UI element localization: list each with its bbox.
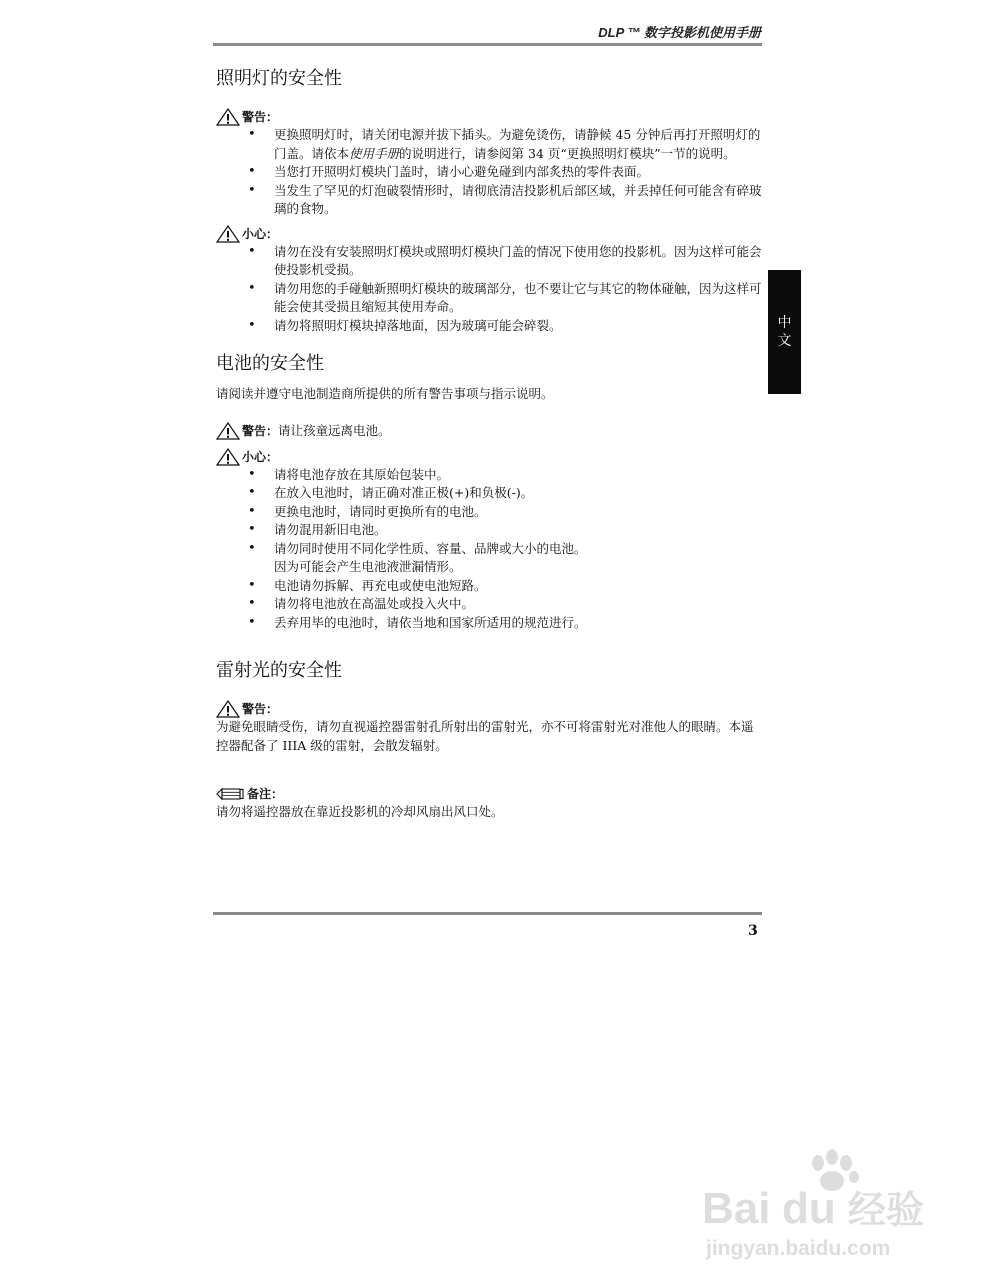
list-item: • 请勿用您的手碰触新照明灯模块的玻璃部分，也不要让它与其它的物体碰触，因为这样可能会使其受损且缩短其使用寿命。 xyxy=(274,280,764,317)
watermark-brand-b: du xyxy=(782,1184,836,1233)
list-item: • 在放入电池时，请正确对准正极(+)和负极(-)。 xyxy=(274,484,764,503)
header-title: DLP ™ 数字投影机使用手册 xyxy=(598,25,761,40)
list-item: • 请勿同时使用不同化学性质、容量、品牌或大小的电池。 因为可能会产生电池液泄漏情形。 xyxy=(274,540,764,577)
laser-note-heading xyxy=(216,785,764,803)
lamp-caution-list xyxy=(216,243,764,336)
watermark-brand-a: Bai xyxy=(702,1184,771,1233)
language-side-tab xyxy=(768,270,801,394)
laser-note-label: 备注： xyxy=(247,787,284,801)
list-item: • 当您打开照明灯模块门盖时，请小心避免碰到内部炙热的零件表面。 xyxy=(274,163,764,182)
lamp-caution-label: 小心： xyxy=(242,226,279,241)
list-item: • 电池请勿拆解、再充电或使电池短路。 xyxy=(274,577,764,596)
warning-triangle-icon xyxy=(216,422,240,440)
laser-warning-text: 为避免眼睛受伤，请勿直视遥控器雷射孔所射出的雷射光，亦不可将雷射光对准他人的眼睛。本遥控器配备了 IIIA 级的雷射，会散发辐射。 xyxy=(216,719,754,753)
list-item: • 更换照明灯时，请关闭电源并拔下插头。为避免烫伤，请静候 45 分钟后再打开照明灯的门盖。请依本使用手册的说明进行，请参阅第 34 页“更换照明灯模块”一节的说明。 xyxy=(274,126,764,163)
battery-section-title: 电池的安全性 xyxy=(216,353,324,374)
warning-triangle-icon xyxy=(216,448,240,466)
laser-warning-heading xyxy=(216,700,764,718)
lamp-section-title: 照明灯的安全性 xyxy=(216,68,342,89)
page-content xyxy=(216,66,764,822)
watermark-brand-c: 经验 xyxy=(848,1190,925,1232)
side-tab-char-1: 中 xyxy=(777,315,792,331)
list-item: • 更换电池时，请同时更换所有的电池。 xyxy=(274,503,764,522)
battery-warning-text: 请让孩童远离电池。 xyxy=(278,422,391,438)
watermark-url: jingyan.baidu.com xyxy=(706,1237,891,1260)
pencil-note-icon xyxy=(216,787,244,801)
laser-note-text: 请勿将遥控器放在靠近投影机的冷却风扇出风口处。 xyxy=(216,804,504,819)
warning-triangle-icon xyxy=(216,225,240,243)
list-item: • 丢弃用毕的电池时，请依当地和国家所适用的规范进行。 xyxy=(274,614,764,633)
side-tab-char-2: 文 xyxy=(777,333,792,349)
lamp-warning-list xyxy=(216,126,764,219)
lamp-warning-heading xyxy=(216,108,764,126)
battery-intro: 请阅读并遵守电池制造商所提供的所有警告事项与指示说明。 xyxy=(216,386,554,401)
footer-rule xyxy=(213,912,762,915)
header-rule xyxy=(213,43,762,46)
battery-caution-list xyxy=(216,466,764,633)
battery-warning xyxy=(216,422,764,440)
lamp-caution-heading xyxy=(216,225,764,243)
page-number: 3 xyxy=(748,923,758,939)
battery-warning-label: 警告： xyxy=(242,423,279,438)
list-item: • 请将电池存放在其原始包装中。 xyxy=(274,466,764,485)
laser-section-title: 雷射光的安全性 xyxy=(216,660,342,681)
lamp-warning-label: 警告： xyxy=(242,110,279,124)
warning-triangle-icon xyxy=(216,108,240,126)
manual-reference: 使用手册 xyxy=(349,145,400,161)
list-item: • 请勿将电池放在高温处或投入火中。 xyxy=(274,595,764,614)
list-item: • 请勿将照明灯模块掉落地面，因为玻璃可能会碎裂。 xyxy=(274,317,764,336)
list-item: • 当发生了罕见的灯泡破裂情形时，请彻底清洁投影机后部区域，并丢掉任何可能含有碎玻璃的食物。 xyxy=(274,182,764,219)
battery-caution-heading xyxy=(216,448,764,466)
laser-warning-label: 警告： xyxy=(242,702,279,716)
baidu-watermark xyxy=(700,1145,960,1265)
list-item: • 请勿混用新旧电池。 xyxy=(274,521,764,540)
list-item: • 请勿在没有安装照明灯模块或照明灯模块门盖的情况下使用您的投影机。因为这样可能会使投影机受损。 xyxy=(274,243,764,280)
battery-caution-label: 小心： xyxy=(242,449,279,464)
warning-triangle-icon xyxy=(216,700,240,718)
